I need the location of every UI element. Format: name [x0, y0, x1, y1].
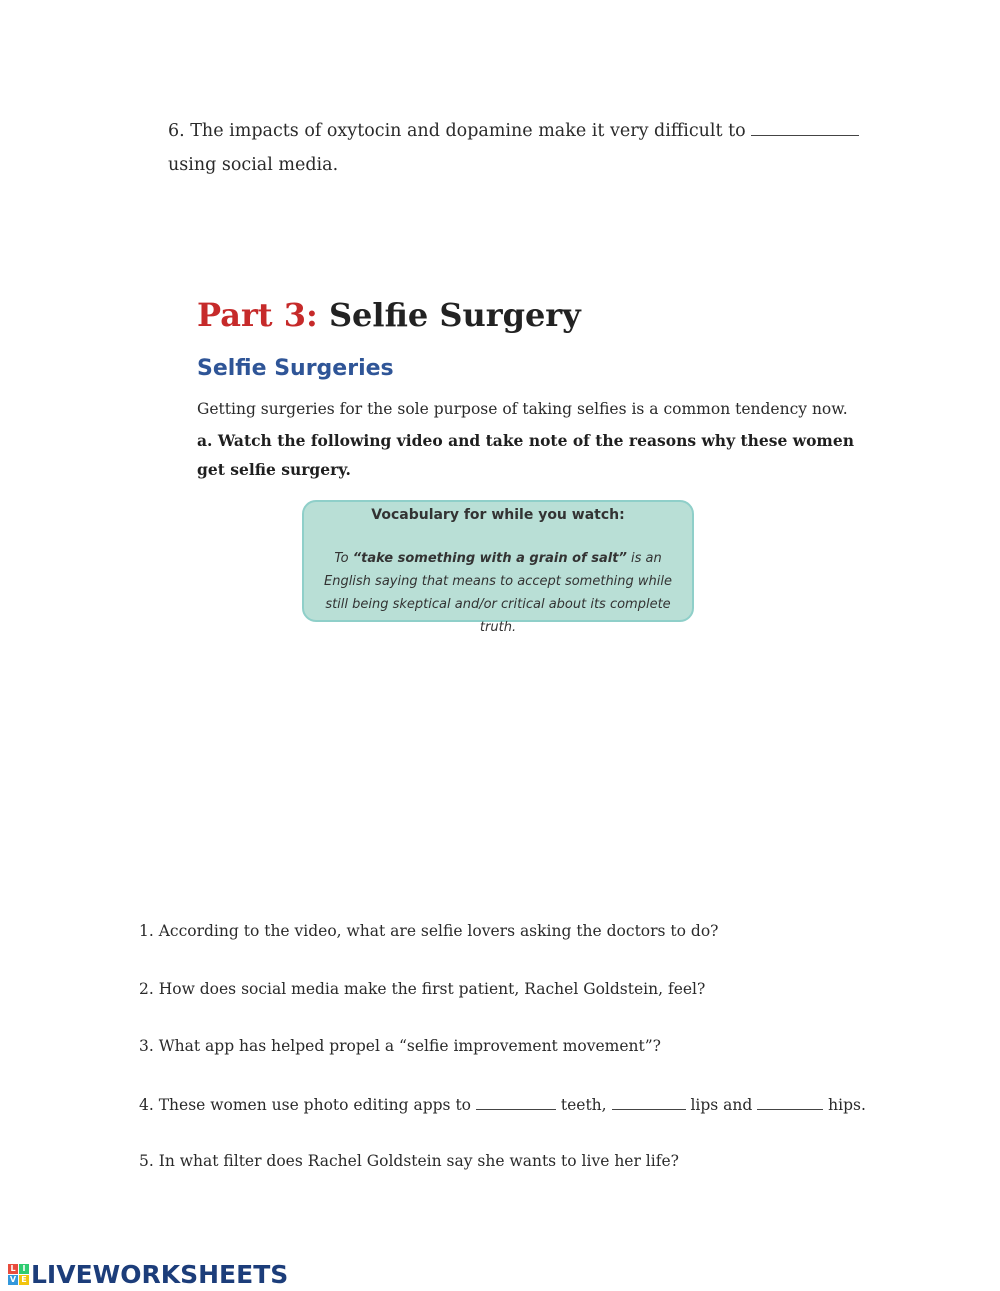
liveworksheets-logo: [8, 1259, 288, 1289]
section-heading: Selfie Surgeries: [197, 356, 394, 381]
vocabulary-text: [304, 547, 692, 639]
logo-letter-l: L: [8, 1264, 18, 1274]
logo-letter-v: V: [9, 1274, 17, 1284]
logo-letter-e: E: [19, 1275, 29, 1285]
question-6-suffix: using social media.: [168, 155, 339, 175]
part-label: Part 3:: [197, 296, 318, 334]
question-4-part2: teeth,: [555, 1096, 612, 1114]
vocabulary-box: [302, 500, 694, 635]
logo-letter-i: I: [19, 1264, 29, 1274]
vocabulary-title: Vocabulary for while you watch:: [371, 507, 625, 523]
answer-blank-4b[interactable]: [612, 1095, 686, 1110]
question-4-part3: lips and: [685, 1096, 758, 1114]
question-4-part1: 4. These women use photo editing apps to: [139, 1096, 476, 1114]
question-1: 1. According to the video, what are selfie lovers asking the doctors to do?: [139, 922, 719, 940]
answer-blank-4a[interactable]: [476, 1095, 556, 1110]
section-intro: Getting surgeries for the sole purpose of taking selfies is a common tendency now.: [197, 400, 848, 418]
vocabulary-phrase: “take something with a grain of salt”: [352, 551, 627, 566]
logo-mark: [8, 1264, 29, 1285]
logo-text: LIVEWORKSHEETS: [31, 1259, 289, 1289]
part-title: [197, 296, 581, 334]
answer-blank-6[interactable]: [751, 121, 859, 136]
vocabulary-text-before: To: [334, 551, 353, 566]
question-4-part4: hips.: [823, 1096, 866, 1114]
question-4: [139, 1095, 866, 1114]
question-2: 2. How does social media make the first patient, Rachel Goldstein, feel?: [139, 980, 706, 998]
vocabulary-text-after: is an English saying that means to accept something while still being skeptical and/or critical about its complete truth.: [323, 551, 673, 635]
part-title-text: Selfie Surgery: [317, 296, 581, 334]
question-5: 5. In what filter does Rachel Goldstein say she wants to live her life?: [139, 1152, 679, 1170]
question-6: [168, 114, 868, 182]
section-instruction: a. Watch the following video and take note of the reasons why these women get selfie surgery.: [197, 431, 854, 479]
question-3: 3. What app has helped propel a “selfie improvement movement”?: [139, 1037, 661, 1055]
answer-blank-4c[interactable]: [757, 1095, 823, 1110]
question-6-prefix: 6. The impacts of oxytocin and dopamine make it very difficult to: [168, 121, 752, 141]
